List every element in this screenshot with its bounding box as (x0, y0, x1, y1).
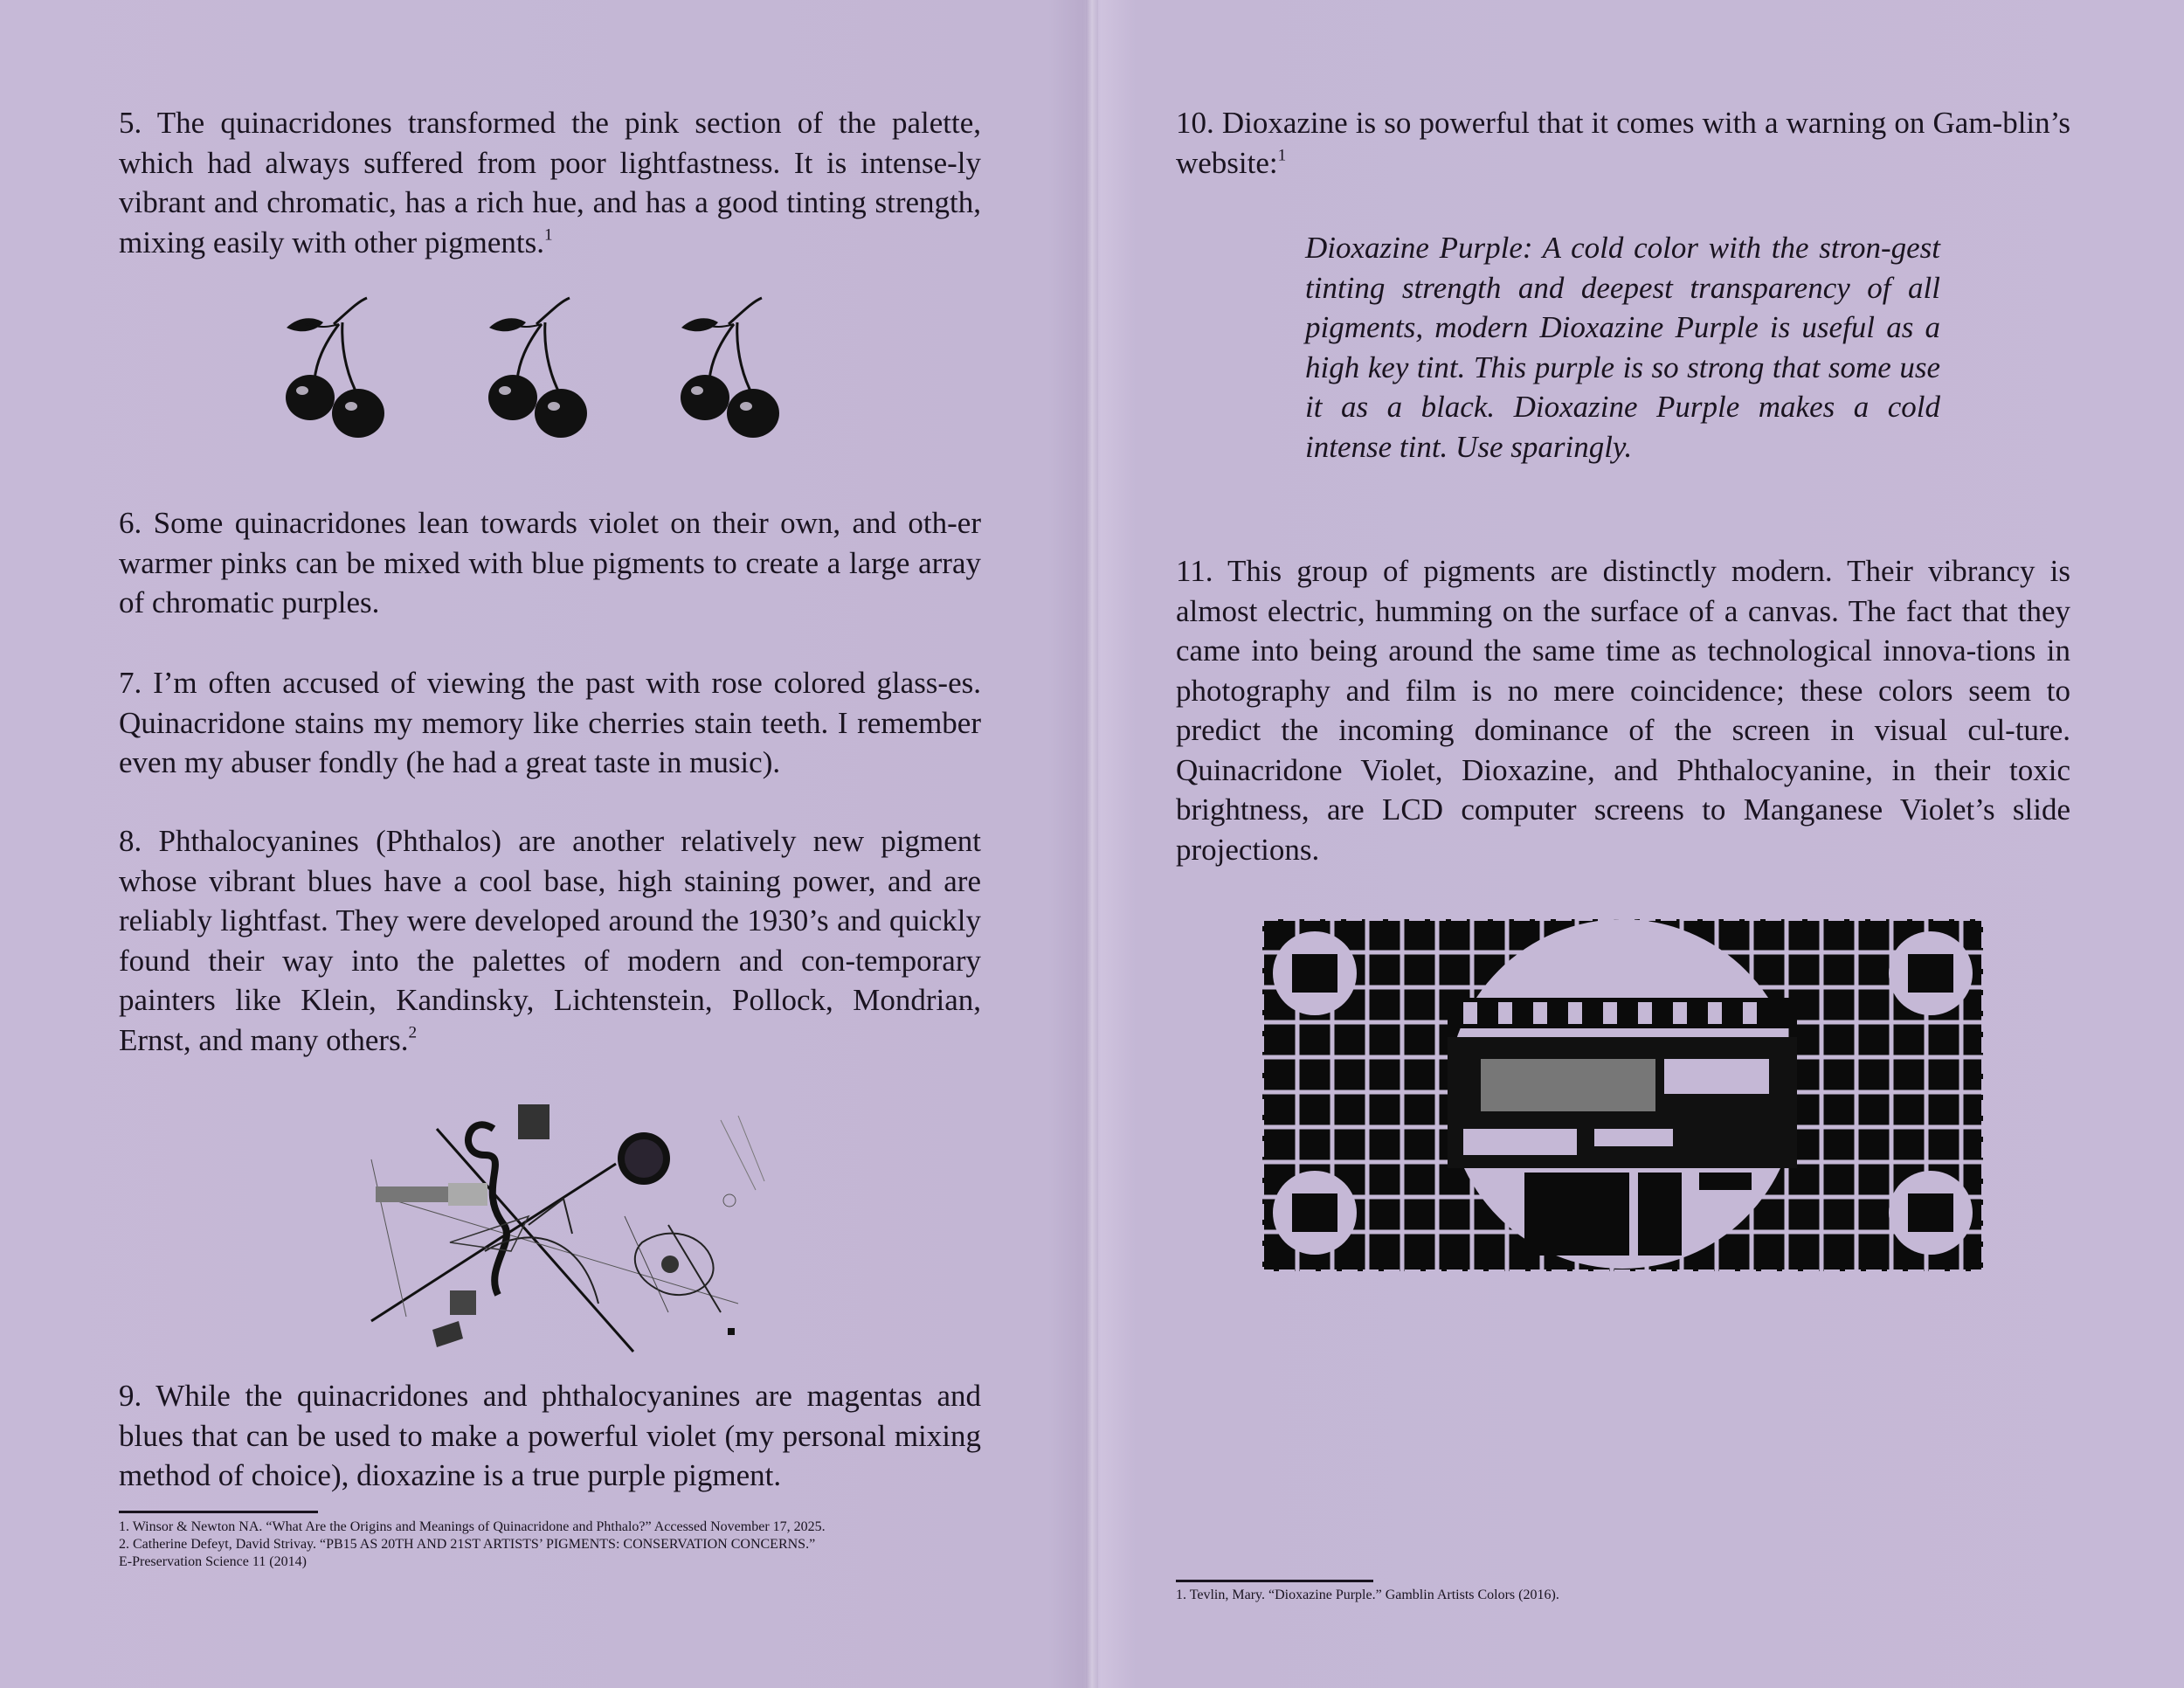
footnotes-left (119, 1519, 826, 1571)
abstract-composition-illustration (354, 1094, 773, 1356)
right-page (1092, 0, 2184, 1688)
footnote-1: 1. Tevlin, Mary. “Dioxazine Purple.” Gamblin Artists Colors (2016). (1176, 1588, 1559, 1602)
footnote-ref: 1 (544, 225, 553, 245)
footnote-ref: 2 (408, 1023, 418, 1042)
paragraph-9: 9. While the quinacridones and phthalocyanines are magentas and blues that can be used to make a powerful violet (my personal mixing method of choice), dioxazine is a true purple pigment. (119, 1379, 981, 1492)
cherry-icon (286, 298, 384, 438)
paragraph-5 (119, 103, 981, 262)
paragraph-11: 11. This group of pigments are distinctly modern. Their vibrancy is almost electric, humming on the surface of a canvas. The fact that they came into being around the same time as technological innova-tions in photography and film is no mere coincidence; these colors seem to predict the incoming dominance of the screen in visual cul-ture. Quinacridone Violet, Dioxazine, and Phthalocyanine, in their toxic brightness, are LCD computer screens to Manganese Violet’s slide projections. (1176, 554, 2070, 867)
paragraph-5-text: 5. The quinacridones transformed the pink section of the palette, which had always suffered from poor lightfastness. It is intense-ly vibrant and chromatic, has a rich hue, and has a good tinting strength, mixing easily with other pigments. (119, 106, 981, 259)
footnote-rule (119, 1511, 318, 1513)
tv-test-card-image (1262, 919, 1983, 1271)
paragraph-6: 6. Some quinacridones lean towards violet on their own, and oth-er warmer pinks can be mixed with blue pigments to create a large array of chromatic purples. (119, 506, 981, 619)
footnote-2: 2. Catherine Defeyt, David Strivay. “PB15 AS 20TH AND 21ST ARTISTS’ PIGMENTS: CONSERVATION CONCERNS.” (119, 1537, 816, 1552)
cherries-illustration (271, 293, 812, 446)
gamblin-quote: Dioxazine Purple: A cold color with the stron-gest tinting strength and deepest transparency of all pigments, modern Dioxazine Purple is useful as a high key tint. This purple is so strong that some use it as a black. Dioxazine Purple makes a cold intense tint. Use sparingly. (1305, 231, 1940, 464)
footnote-2-cont: E-Preservation Science 11 (2014) (119, 1554, 307, 1569)
footnotes-right (1176, 1587, 1559, 1604)
cherry-icon (488, 298, 587, 438)
footnote-ref: 1 (1277, 146, 1287, 165)
cherry-icon (681, 298, 779, 438)
paragraph-8 (119, 821, 981, 1060)
paragraph-10 (1176, 103, 2070, 183)
footnote-rule (1176, 1580, 1373, 1582)
paragraph-7: 7. I’m often accused of viewing the past with rose colored glass-es. Quinacridone stains my memory like cherries stain teeth. I remember even my abuser fondly (he had a great taste in music). (119, 666, 981, 779)
cherry-icon-group (271, 293, 812, 446)
paragraph-10-text: 10. Dioxazine is so powerful that it comes with a warning on Gam-blin’s website: (1176, 106, 2070, 180)
footnote-1: 1. Winsor & Newton NA. “What Are the Origins and Meanings of Quinacridone and Phthalo?” Accessed November 17, 2025. (119, 1519, 826, 1534)
paragraph-8-text: 8. Phthalocyanines (Phthalos) are another relatively new pigment whose vibrant blues have a cool base, high staining power, and are reliably lightfast. They were developed around the 1930’s and quickly found their way into the palettes of modern and con-temporary painters like Klein, Kandinsky, Lichtenstein, Pollock, Mondrian, Ernst, and many others. (119, 824, 981, 1057)
